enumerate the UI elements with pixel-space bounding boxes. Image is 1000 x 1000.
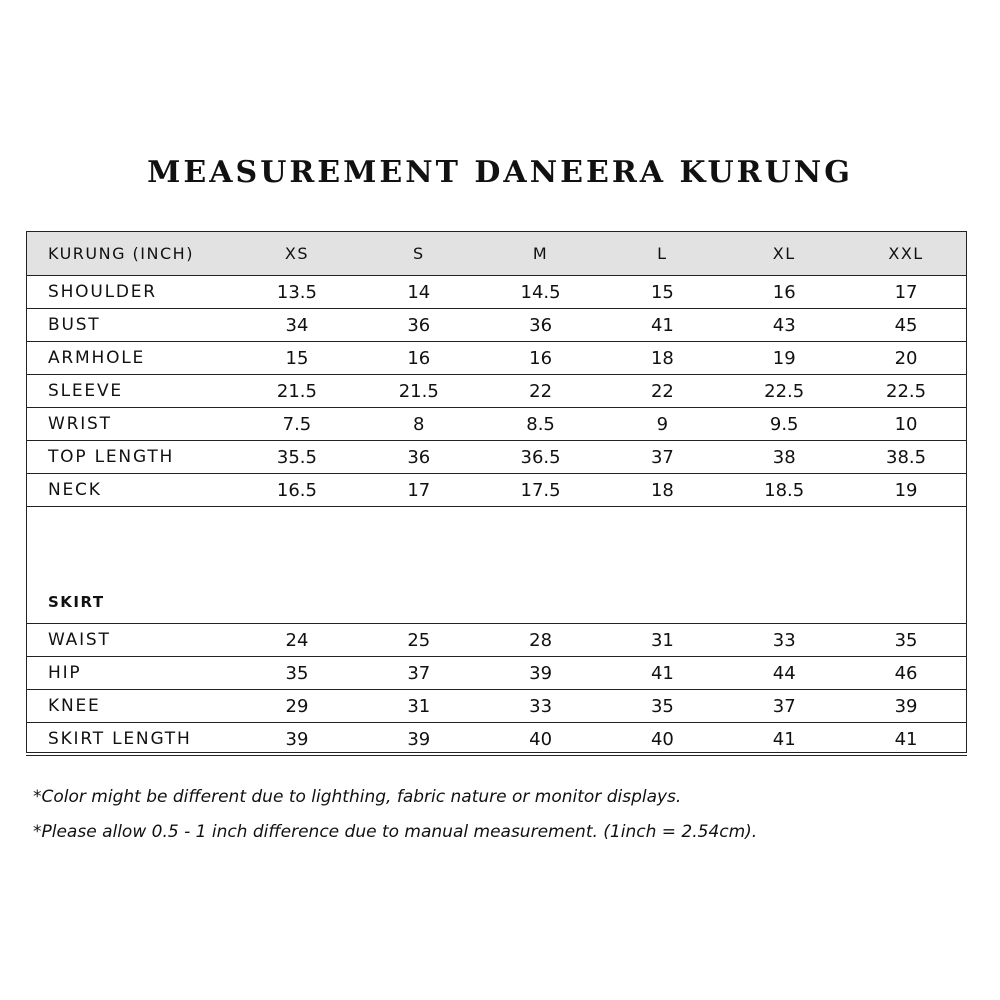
- measurement-cell: 35: [845, 624, 967, 657]
- measurement-cell: 38.5: [845, 441, 967, 474]
- skirt-section-label: SKIRT: [26, 507, 236, 624]
- table-row-sleeve: [26, 375, 967, 408]
- measurement-cell: 25: [358, 624, 480, 657]
- table-row-shoulder: [26, 276, 967, 309]
- measurement-cell: 18.5: [723, 474, 845, 507]
- measurement-cell: 45: [845, 309, 967, 342]
- page-title: MEASUREMENT DANEERA KURUNG: [147, 155, 853, 190]
- table-row-neck: [26, 474, 967, 507]
- measurement-cell: 7.5: [236, 408, 358, 441]
- measurement-cell: 9: [601, 408, 723, 441]
- measurement-cell: 22.5: [845, 375, 967, 408]
- measurement-cell: 39: [236, 723, 358, 756]
- row-label: WAIST: [26, 624, 236, 657]
- skirt-section-row: [26, 507, 967, 624]
- size-header-m: M: [480, 231, 602, 276]
- size-header-xxl: XXL: [845, 231, 967, 276]
- measurement-cell: 15: [601, 276, 723, 309]
- measurement-cell: 19: [845, 474, 967, 507]
- measurement-cell: 33: [480, 690, 602, 723]
- measurement-cell: 14: [358, 276, 480, 309]
- measurement-cell: 39: [358, 723, 480, 756]
- measurement-cell: 22: [601, 375, 723, 408]
- measurement-cell: 35: [601, 690, 723, 723]
- measurement-cell: 22.5: [723, 375, 845, 408]
- size-header-xl: XL: [723, 231, 845, 276]
- measurement-cell: 8: [358, 408, 480, 441]
- table-row-knee: [26, 690, 967, 723]
- measurement-cell: 16: [358, 342, 480, 375]
- measurement-cell: 29: [236, 690, 358, 723]
- measurement-cell: 44: [723, 657, 845, 690]
- measurement-cell: 36: [358, 441, 480, 474]
- row-label: TOP LENGTH: [26, 441, 236, 474]
- measurement-cell: 13.5: [236, 276, 358, 309]
- measurement-cell: 40: [480, 723, 602, 756]
- measurement-cell: 41: [601, 657, 723, 690]
- measurement-cell: 35.5: [236, 441, 358, 474]
- measurement-cell: 36.5: [480, 441, 602, 474]
- row-label: SKIRT LENGTH: [26, 723, 236, 756]
- measurement-cell: 31: [358, 690, 480, 723]
- measurement-cell: 36: [358, 309, 480, 342]
- measurement-cell: 38: [723, 441, 845, 474]
- measurement-cell: 9.5: [723, 408, 845, 441]
- measurement-cell: 18: [601, 474, 723, 507]
- measurement-cell: 40: [601, 723, 723, 756]
- measurement-cell: 8.5: [480, 408, 602, 441]
- measurement-cell: 31: [601, 624, 723, 657]
- measurement-note: *Please allow 0.5 - 1 inch difference due to manual measurement. (1inch = 2.54cm).: [33, 822, 758, 842]
- measurement-cell: 46: [845, 657, 967, 690]
- measurement-cell: 21.5: [236, 375, 358, 408]
- header-label: KURUNG (INCH): [26, 231, 236, 276]
- measurement-cell: 16: [723, 276, 845, 309]
- table-row-armhole: [26, 342, 967, 375]
- measurement-cell: 43: [723, 309, 845, 342]
- measurement-cell: 35: [236, 657, 358, 690]
- row-label: SLEEVE: [26, 375, 236, 408]
- table-row-hip: [26, 657, 967, 690]
- size-header-l: L: [601, 231, 723, 276]
- measurement-cell: 37: [723, 690, 845, 723]
- row-label: ARMHOLE: [26, 342, 236, 375]
- measurement-cell: 24: [236, 624, 358, 657]
- row-label: KNEE: [26, 690, 236, 723]
- size-header-xs: XS: [236, 231, 358, 276]
- table-row-waist: [26, 624, 967, 657]
- row-label: NECK: [26, 474, 236, 507]
- color-note: *Color might be different due to lighthing, fabric nature or monitor displays.: [33, 787, 682, 807]
- measurement-cell: 21.5: [358, 375, 480, 408]
- table-row-skirt-length: [26, 723, 967, 756]
- measurement-cell: 41: [845, 723, 967, 756]
- measurement-cell: 14.5: [480, 276, 602, 309]
- row-label: HIP: [26, 657, 236, 690]
- measurement-cell: 17: [845, 276, 967, 309]
- row-label: BUST: [26, 309, 236, 342]
- measurement-cell: 16.5: [236, 474, 358, 507]
- measurement-cell: 22: [480, 375, 602, 408]
- measurement-cell: 17.5: [480, 474, 602, 507]
- measurement-cell: 16: [480, 342, 602, 375]
- measurement-cell: 39: [845, 690, 967, 723]
- section-spacer: [236, 507, 967, 624]
- measurement-cell: 10: [845, 408, 967, 441]
- measurement-cell: 19: [723, 342, 845, 375]
- measurement-cell: 41: [723, 723, 845, 756]
- table-row-wrist: [26, 408, 967, 441]
- measurement-cell: 39: [480, 657, 602, 690]
- measurement-cell: 34: [236, 309, 358, 342]
- measurement-cell: 15: [236, 342, 358, 375]
- table-row-bust: [26, 309, 967, 342]
- measurement-cell: 28: [480, 624, 602, 657]
- measurement-cell: 33: [723, 624, 845, 657]
- measurement-cell: 20: [845, 342, 967, 375]
- measurement-cell: 37: [601, 441, 723, 474]
- measurement-table: [26, 231, 967, 756]
- measurement-cell: 36: [480, 309, 602, 342]
- measurement-cell: 37: [358, 657, 480, 690]
- measurement-cell: 17: [358, 474, 480, 507]
- row-label: WRIST: [26, 408, 236, 441]
- size-header-s: S: [358, 231, 480, 276]
- measurement-cell: 41: [601, 309, 723, 342]
- table-row-top-length: [26, 441, 967, 474]
- row-label: SHOULDER: [26, 276, 236, 309]
- table-header-row: [26, 231, 967, 276]
- measurement-cell: 18: [601, 342, 723, 375]
